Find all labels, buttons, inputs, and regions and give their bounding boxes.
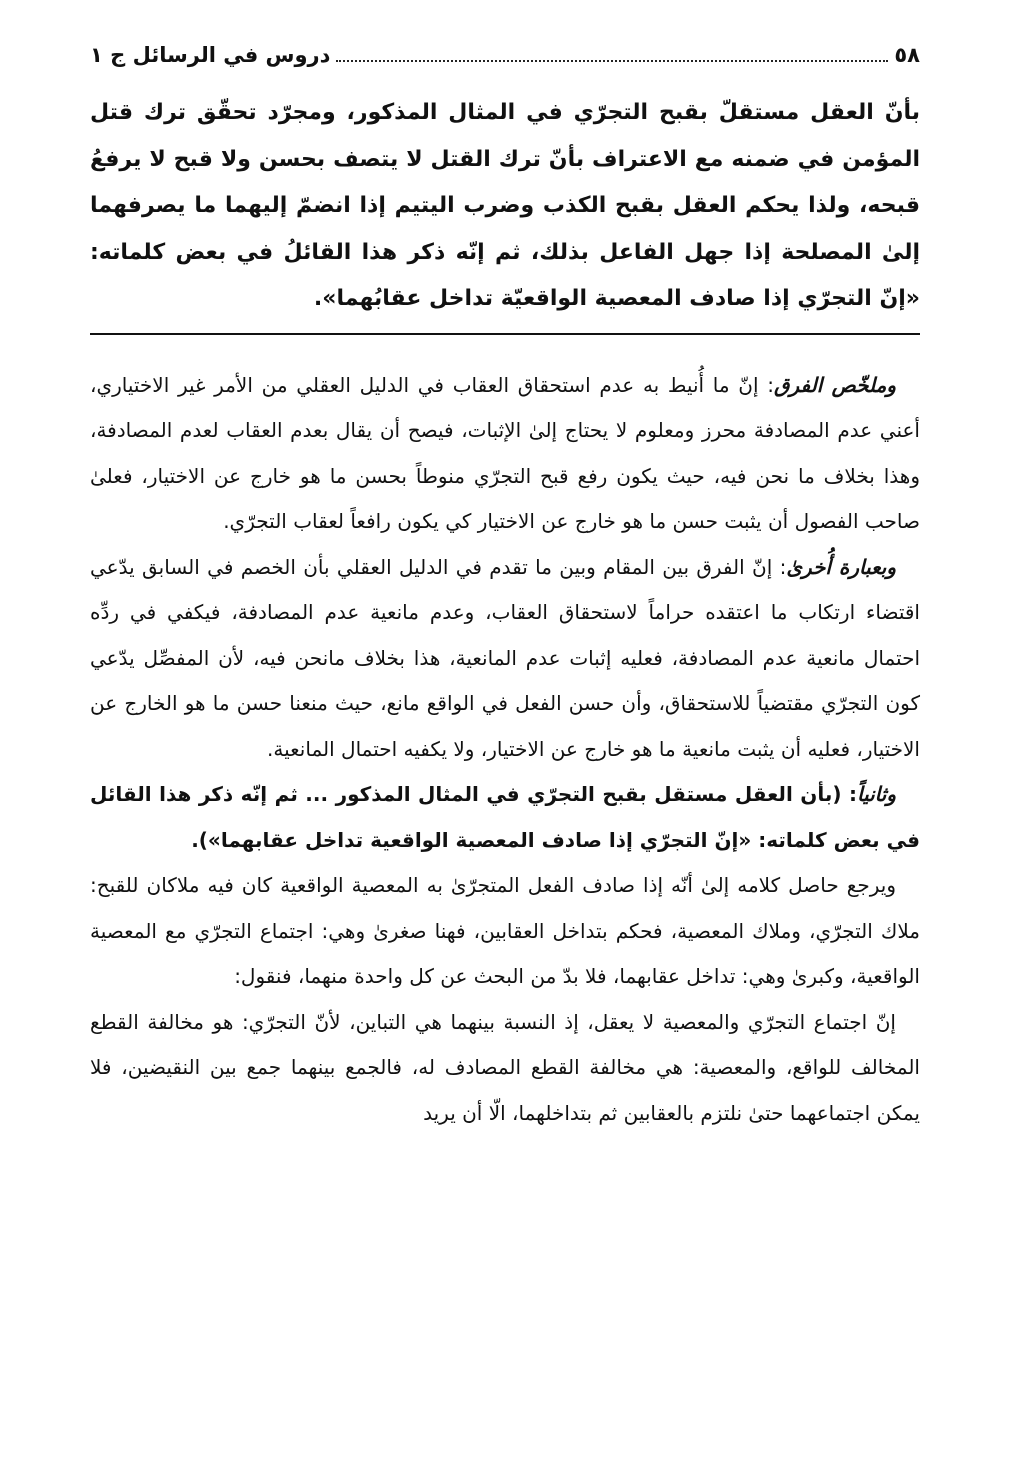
paragraph-text: ويرجع حاصل كلامه إلىٰ أنّه إذا صادف الفعل المتجرّىٰ به المعصية الواقعية كان فيه ملاكان للقبح: ملاك التجرّي، وملاك المعصية، فحكم بتداخل العقابين، فهنا صغرىٰ وهي: اجتماع التجرّي مع المعصية الواقعية، وكبرىٰ وهي: تداخل عقابهما، فلا بدّ من البحث عن كل واحدة منهما، فنقول: xyxy=(90,873,920,988)
separator-rule xyxy=(90,333,920,335)
paragraph-summary xyxy=(90,363,920,545)
dotted-leader xyxy=(336,60,888,62)
quoted-text-block: بأنّ العقل مستقلّ بقبح التجرّي في المثال المذكور، ومجرّد تحقّق ترك قتل المؤمن في ضمنه مع الاعتراف بأنّ ترك القتل لا يتصف بحسن ولا قبح لا يرفعُ قبحه، ولذا يحكم العقل بقبح الكذب وضرب اليتيم إذا انضمّ إليهما ما يصرفهما إلىٰ المصلحة إذا جهل الفاعل بذلك، ثم إنّه ذكر هذا القائلُ في بعض كلماته: «إنّ التجرّي إذا صادف المعصية الواقعيّة تداخل عقابُهما». xyxy=(90,100,920,311)
paragraph-text: : إنّ ما أُنيط به عدم استحقاق العقاب في الدليل العقلي من الأمر غير الاختياري، أعني عدم المصادفة محرز ومعلوم لا يحتاج إلىٰ الإثبات، فيصح أن يقال بعدم العقاب لعدم المصادفة، وهذا بخلاف ما نحن فيه، حيث يكون رفع قبح التجرّي منوطاً بحسن ما هو خارج عن الاختيار، فعلىٰ صاحب الفصول أن يثبت حسن ما هو خارج عن الاختيار كي يكون رافعاً لعقاب التجرّي. xyxy=(90,372,920,533)
paragraph-another-phrasing xyxy=(90,545,920,773)
commentary-section xyxy=(90,363,920,1137)
paragraph-explanation xyxy=(90,863,920,1000)
paragraph-lead: وبعبارة أُخرىٰ xyxy=(786,554,896,579)
paragraph-lead: وثانياً xyxy=(856,782,896,806)
paragraph-argument xyxy=(90,1000,920,1137)
page-number: ٥٨ xyxy=(894,43,920,67)
paragraph-text: : (بأن العقل مستقل بقبح التجرّي في المثال المذكور ... ثم إنّه ذكر هذا القائل في بعض كلماته: «إنّ التجرّي إذا صادف المعصية الواقعية تداخل عقابهما»). xyxy=(90,782,920,852)
paragraph-secondly xyxy=(90,772,920,863)
book-page xyxy=(90,38,920,1136)
paragraph-text: : إنّ الفرق بين المقام وبين ما تقدم في الدليل العقلي بأن الخصم في السابق يدّعي اقتضاء ارتكاب ما اعتقده حراماً لاستحقاق العقاب، وعدم مانعية عدم المصادفة، فيكفي في ردِّه احتمال مانعية عدم المصادفة، فعليه إثبات عدم المانعية، هذا بخلاف مانحن فيه، لأن المفصِّل يدّعي كون التجرّي مقتضياً للاستحقاق، وأن حسن الفعل في الواقع مانع، حيث منعنا حسن ما هو الخارج عن الاختيار، فعليه أن يثبت مانعية ما هو خارج عن الاختيار، ولا يكفيه احتمال المانعية. xyxy=(90,554,920,761)
running-title: دروس في الرسائل ج ١ xyxy=(90,43,331,67)
paragraph-lead: وملخّص الفرق xyxy=(773,372,896,397)
running-header xyxy=(90,38,920,74)
paragraph-text: إنّ اجتماع التجرّي والمعصية لا يعقل، إذ النسبة بينهما هي التباين، لأنّ التجرّي: هو مخالفة القطع المخالف للواقع، والمعصية: هي مخالفة القطع المصادف له، فالجمع بينهما جمع بين النقيضين، فلا يمكن اجتماعهما حتىٰ نلتزم بالعقابين ثم بتداخلهما، الّا أن يريد xyxy=(90,1009,920,1125)
